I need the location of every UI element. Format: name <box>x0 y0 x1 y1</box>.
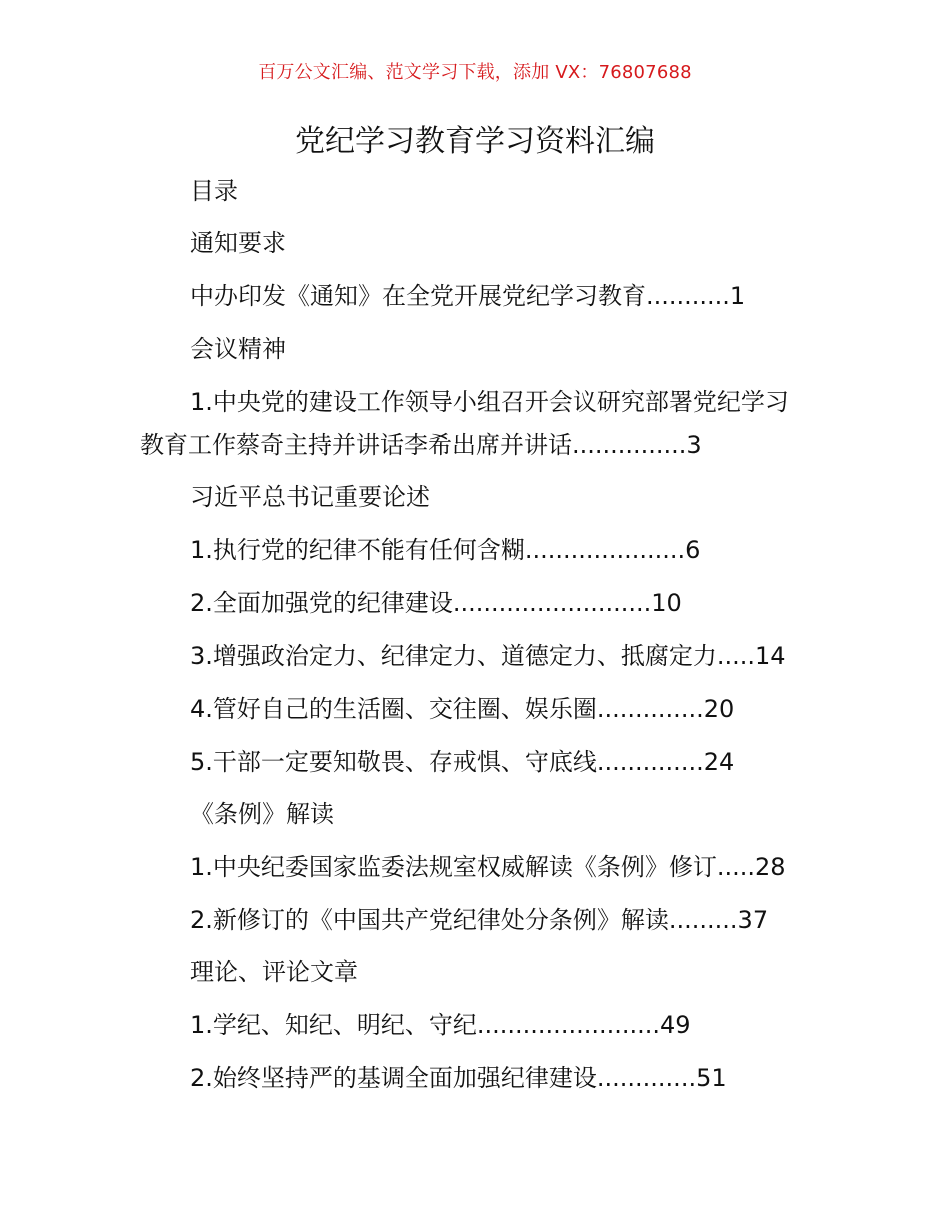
toc-entry: 1.执行党的纪律不能有任何含糊.....................6 <box>190 536 701 564</box>
toc-entry: 1.中央纪委国家监委法规室权威解读《条例》修订.....28 <box>190 853 786 881</box>
toc-label: 目录 <box>190 177 238 205</box>
toc-entry: 4.管好自己的生活圈、交往圈、娱乐圈..............20 <box>190 695 735 723</box>
toc-section-xi: 习近平总书记重要论述 <box>190 483 430 511</box>
toc-entry: 3.增强政治定力、纪律定力、道德定力、抵腐定力.....14 <box>190 642 786 670</box>
toc-section-meeting: 会议精神 <box>190 335 286 363</box>
toc-entry-meeting-line1: 1.中央党的建设工作领导小组召开会议研究部署党纪学习 <box>190 388 789 416</box>
toc-entry: 1.学纪、知纪、明纪、守纪........................49 <box>190 1011 691 1039</box>
toc-entry-meeting-line2: 教育工作蔡奇主持并讲话李希出席并讲话...............3 <box>140 431 702 459</box>
toc-entry: 2.新修订的《中国共产党纪律处分条例》解读.........37 <box>190 906 769 934</box>
toc-entry: 2.全面加强党的纪律建设..........................10 <box>190 589 682 617</box>
toc-entry: 5.干部一定要知敬畏、存戒惧、守底线..............24 <box>190 748 735 776</box>
document-title: 党纪学习教育学习资料汇编 <box>295 124 655 159</box>
toc-entry-notice: 中办印发《通知》在全党开展党纪学习教育...........1 <box>190 282 746 310</box>
toc-entry: 2.始终坚持严的基调全面加强纪律建设.............51 <box>190 1064 727 1092</box>
header-contact-note: 百万公文汇编、范文学习下载，添加 VX：76807688 <box>258 62 692 83</box>
toc-section-notice: 通知要求 <box>190 229 286 257</box>
toc-section-theory: 理论、评论文章 <box>190 958 358 986</box>
toc-section-regulation: 《条例》解读 <box>190 800 334 828</box>
